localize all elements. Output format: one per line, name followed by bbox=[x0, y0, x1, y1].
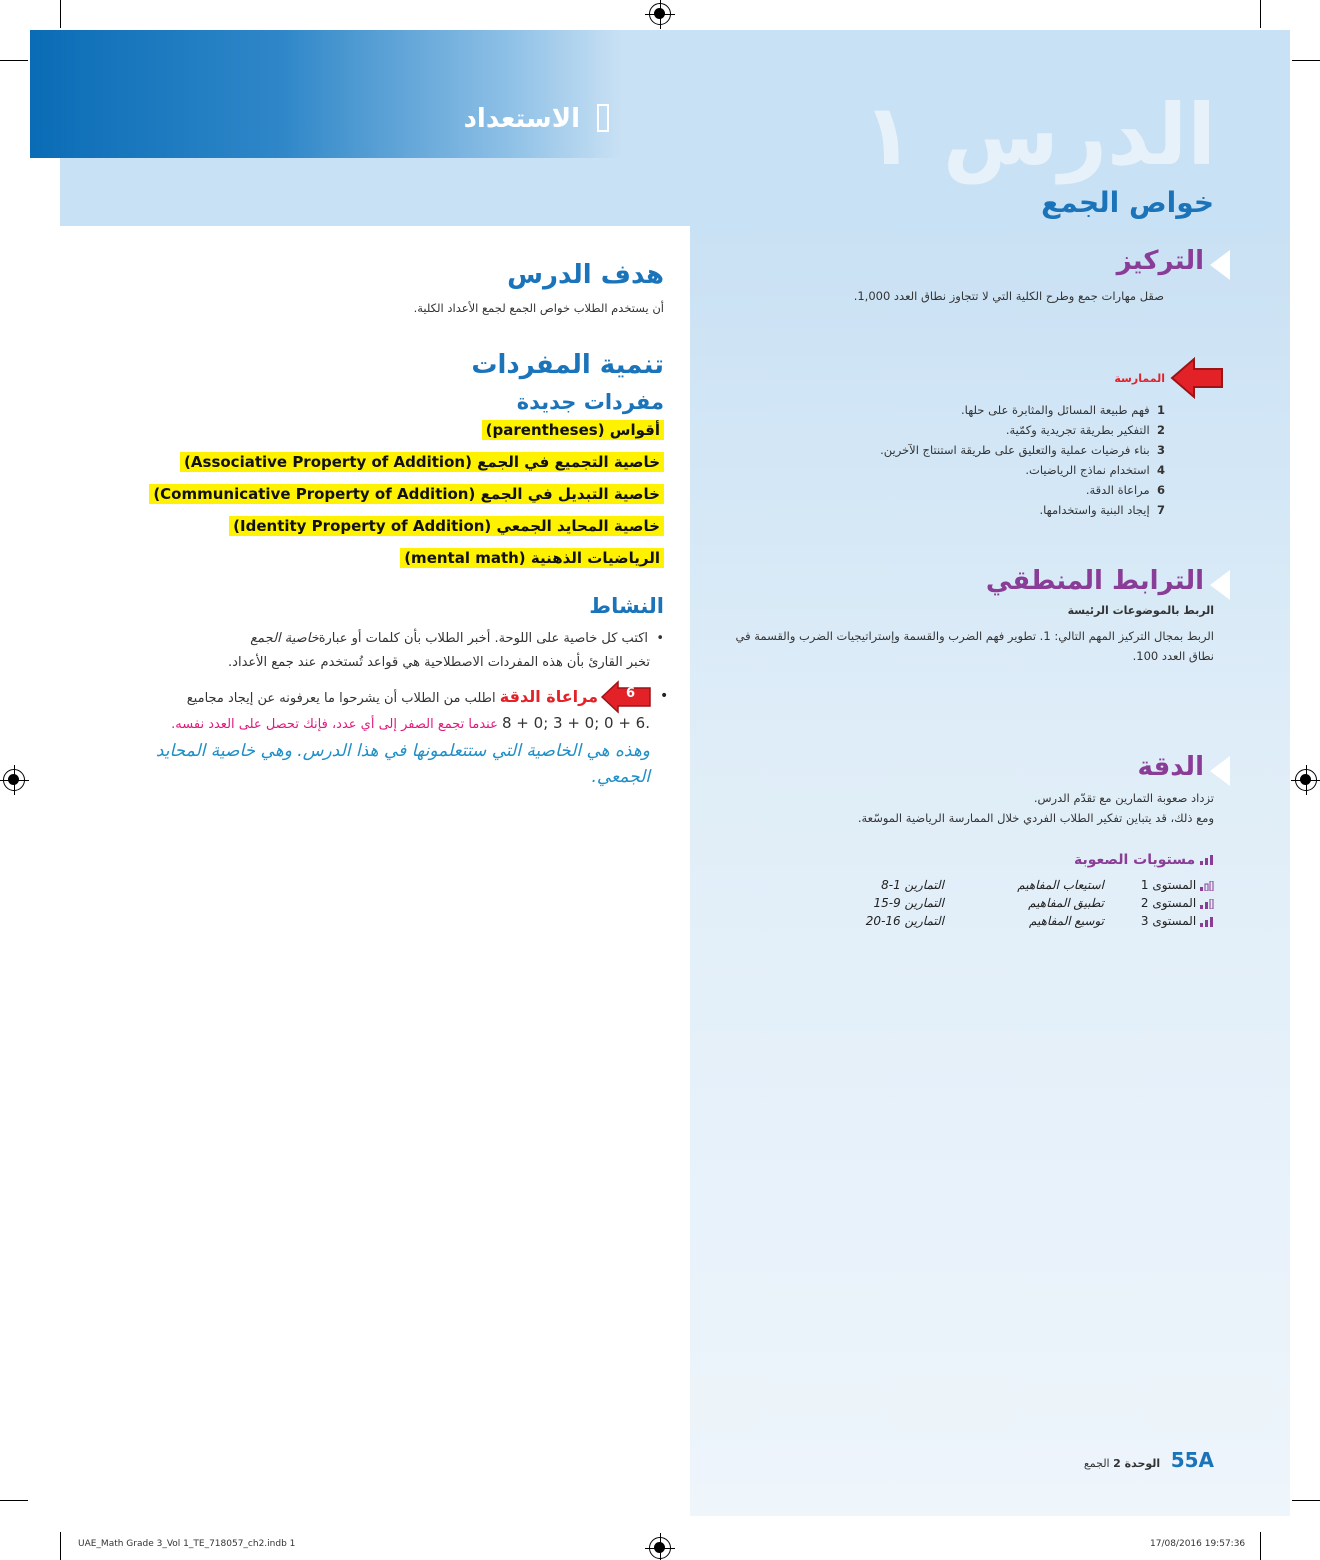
level-row: المستوى 2 تطبيق المفاهيم التمارين 9-15 bbox=[794, 894, 1214, 912]
focus-heading: التركيز bbox=[1117, 246, 1230, 280]
crop-mark bbox=[1292, 60, 1320, 61]
vocab-item: خاصية التجميع في الجمع (Associative Property of Addition) bbox=[180, 452, 664, 472]
practice-item: 2 التفكير بطريقة تجريدية وكمّية. bbox=[1005, 423, 1165, 437]
bullet-dot: • bbox=[660, 688, 669, 704]
vocab-item: خاصية التبديل في الجمع (Communicative Property of Addition) bbox=[149, 484, 664, 504]
practice-item: 1 فهم طبيعة المسائل والمثابرة على حلها. bbox=[961, 403, 1165, 417]
level-row: المستوى 3 توسيع المفاهيم التمارين 16-20 bbox=[794, 912, 1214, 930]
crop-mark bbox=[0, 60, 28, 61]
registration-mark-icon bbox=[649, 1537, 671, 1559]
vocab-item: الرياضيات الذهنية (mental math) bbox=[400, 548, 664, 568]
practice-item: 4 استخدام نماذج الرياضيات. bbox=[1025, 463, 1165, 477]
vocab-item: أقواس (parentheses) bbox=[482, 420, 664, 440]
lesson-title: الدرس ١ bbox=[862, 86, 1216, 184]
activity-teal-answer: وهذه هي الخاصية التي ستتعلمونها في هذا الدرس. وهي خاصية المحايد الجمعي. bbox=[155, 741, 650, 787]
vocab-heading: تنمية المفردات bbox=[471, 350, 664, 380]
crop-mark bbox=[60, 1532, 61, 1560]
levels-heading: مستويات الصعوبة bbox=[1074, 852, 1214, 868]
coherence-subtitle: الربط بالموضوعات الرئيسة bbox=[1067, 604, 1214, 617]
practices-label: الممارسة bbox=[1114, 372, 1165, 385]
practices-list bbox=[835, 400, 1165, 520]
prep-box-icon bbox=[597, 104, 609, 132]
crop-mark bbox=[60, 0, 61, 28]
activity-heading: النشاط bbox=[589, 594, 664, 618]
panel-notch bbox=[664, 226, 690, 278]
level-3-icon bbox=[1200, 917, 1214, 927]
level-row: المستوى 1 استيعاب المفاهيم التمارين 1-8 bbox=[794, 876, 1214, 894]
practice-item: 6 مراعاة الدقة. bbox=[1085, 483, 1165, 497]
section-triangle-icon bbox=[1210, 756, 1230, 786]
activity-bullet-1-cont: تخبر القارئ بأن هذه المفردات الاصطلاحية هي قواعد تُستخدم عند جمع الأعداد. bbox=[228, 655, 650, 670]
file-slug: UAE_Math Grade 3_Vol 1_TE_718057_ch2.indb 1 bbox=[78, 1539, 296, 1549]
lesson-subtitle: خواص الجمع bbox=[1041, 186, 1214, 219]
registration-mark-icon bbox=[649, 3, 671, 25]
focus-text: صقل مهارات جمع وطرح الكلية التي لا تتجاوز نطاق العدد 1,000. bbox=[853, 289, 1164, 303]
crop-mark bbox=[0, 1500, 28, 1501]
coherence-heading: الترابط المنطقي bbox=[986, 566, 1230, 600]
activity-bullet-2: مراعاة الدقة اطلب من الطلاب أن يشرحوا ما يعرفونه عن إيجاد مجاميع bbox=[186, 687, 598, 706]
vocab-subtitle: مفردات جديدة bbox=[516, 390, 664, 414]
section-triangle-icon bbox=[1210, 570, 1230, 600]
objective-heading: هدف الدرس bbox=[507, 260, 664, 290]
coherence-text: الربط بمجال التركيز المهم التالي: 1. تطوير فهم الضرب والقسمة وإستراتيجيات الضرب والقسمة في نطاق العدد 100. bbox=[735, 629, 1214, 663]
activity-bullet-1: • اكتب كل خاصية على اللوحة. أخبر الطلاب بأن كلمات أو عبارةخاصية الجمع bbox=[250, 631, 664, 646]
difficulty-bars-icon bbox=[1200, 855, 1214, 865]
practice-item: 7 إيجاد البنية واستخدامها. bbox=[1039, 503, 1165, 517]
math-practice-badge: 6 bbox=[626, 686, 636, 701]
crop-mark bbox=[1292, 1500, 1320, 1501]
print-date: 17/08/2016 19:57:36 bbox=[1150, 1539, 1246, 1549]
activity-bullet-2-cont: 8 + 0; 3 + 0; 0 + 6. عندما تجمع الصفر إلى أي عدد، فإنك تحصل على العدد نفسه. bbox=[171, 714, 650, 732]
page-footer: 55A الوحدة 2 الجمع bbox=[1083, 1448, 1214, 1472]
prep-title: الاستعداد bbox=[463, 104, 580, 134]
section-triangle-icon bbox=[1210, 250, 1230, 280]
levels-table bbox=[794, 876, 1214, 930]
crop-mark bbox=[1260, 0, 1261, 28]
practice-arrow-icon bbox=[1170, 356, 1226, 400]
practice-item: 3 بناء فرضيات عملية والتعليق على طريقة استنتاج الآخرين. bbox=[880, 443, 1165, 457]
rigor-line1: تزداد صعوبة التمارين مع تقدّم الدرس. bbox=[1033, 791, 1214, 805]
vocab-item: خاصية المحايد الجمعي (Identity Property of Addition) bbox=[229, 516, 664, 536]
crop-mark bbox=[1260, 1532, 1261, 1560]
objective-text: أن يستخدم الطلاب خواص الجمع لجمع الأعداد الكلية. bbox=[413, 301, 664, 315]
registration-mark-icon bbox=[3, 769, 25, 791]
registration-mark-icon bbox=[1295, 769, 1317, 791]
rigor-heading: الدقة bbox=[1138, 752, 1231, 786]
level-2-icon bbox=[1200, 899, 1214, 909]
rigor-line2: ومع ذلك، قد يتباين تفكير الطلاب الفردي خلال الممارسة الرياضية الموسّعة. bbox=[857, 811, 1214, 825]
level-1-icon bbox=[1200, 881, 1214, 891]
